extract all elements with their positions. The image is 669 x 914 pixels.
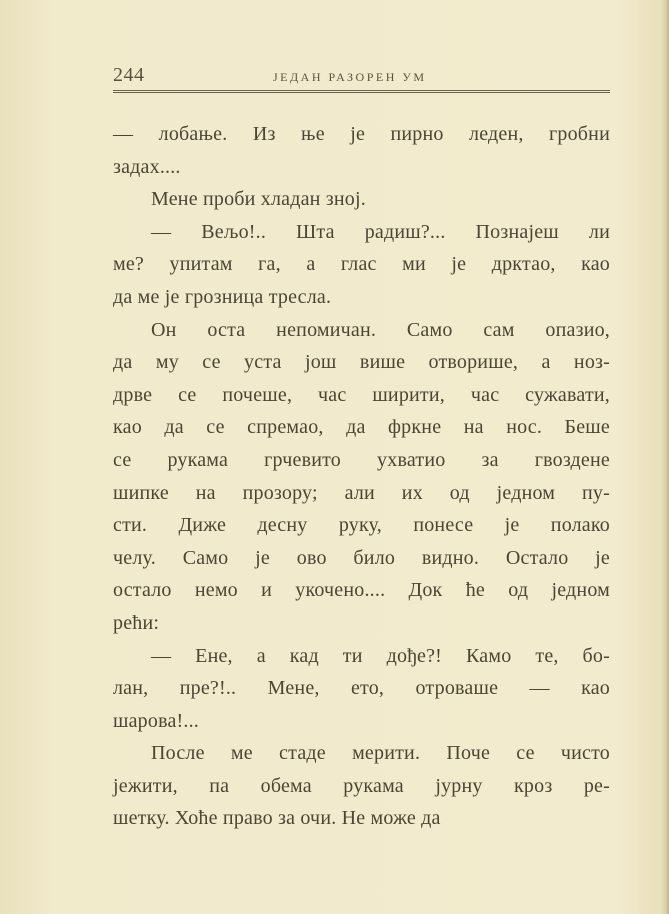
text-line: да му се уста још више отворише, а ноз- [113, 351, 610, 374]
text-line: — лобање. Из ње је пирно леден, гробни [113, 123, 610, 145]
text-line: После ме стаде мерити. Поче се чисто [151, 742, 610, 765]
text-line: Мене проби хладан зној. [151, 188, 366, 211]
paragraph [113, 640, 610, 738]
text-line: сти. Диже десну руку, понесе је полако [113, 514, 610, 537]
text-line: дрве се почеше, час ширити, час сужавати, [113, 383, 610, 406]
text-line: лан, пре?!.. Мене, ето, отроваше — као [113, 677, 610, 700]
header-rule [113, 90, 610, 93]
text-line: шетку. Хоће право за очи. Не може да [113, 807, 441, 830]
text-line: челу. Само је ово било видно. Остало је [113, 546, 610, 569]
body-text [113, 118, 610, 835]
text-line: јежити, па обема рукама јурну кроз ре- [113, 774, 610, 797]
paragraph [113, 118, 610, 183]
paragraph [113, 216, 610, 314]
paragraph [113, 183, 610, 216]
text-line: шарова!... [113, 709, 199, 732]
text-line: — Вељо!.. Шта радиш?... Познајеш ли [151, 220, 610, 243]
text-line: — Ене, а кад ти дође?! Камо те, бо- [151, 644, 610, 667]
text-line: задах.... [113, 155, 181, 178]
text-line: да ме је грозница тресла. [113, 285, 332, 308]
text-line: Он оста непомичан. Само сам опазио, [151, 318, 610, 341]
running-title: ЈЕДАН РАЗОРЕН УМ [273, 70, 427, 84]
page-edge-shadow [661, 0, 669, 914]
text-line: као да се спремао, да фркне на нос. Беше [113, 416, 610, 439]
text-line: рећи: [113, 611, 160, 634]
page-number: 244 [113, 64, 145, 86]
page-header [113, 64, 610, 88]
text-line: остало немо и укочено.... Док ће од једном [113, 579, 610, 602]
paragraph [113, 314, 610, 640]
text-line: ме? упитам га, а глас ми је дрктао, као [113, 253, 610, 276]
text-line: се рукама грчевито ухватио за гвоздене [113, 448, 610, 471]
paragraph [113, 737, 610, 835]
text-line: шипке на прозору; али их од једном пу- [113, 481, 610, 504]
